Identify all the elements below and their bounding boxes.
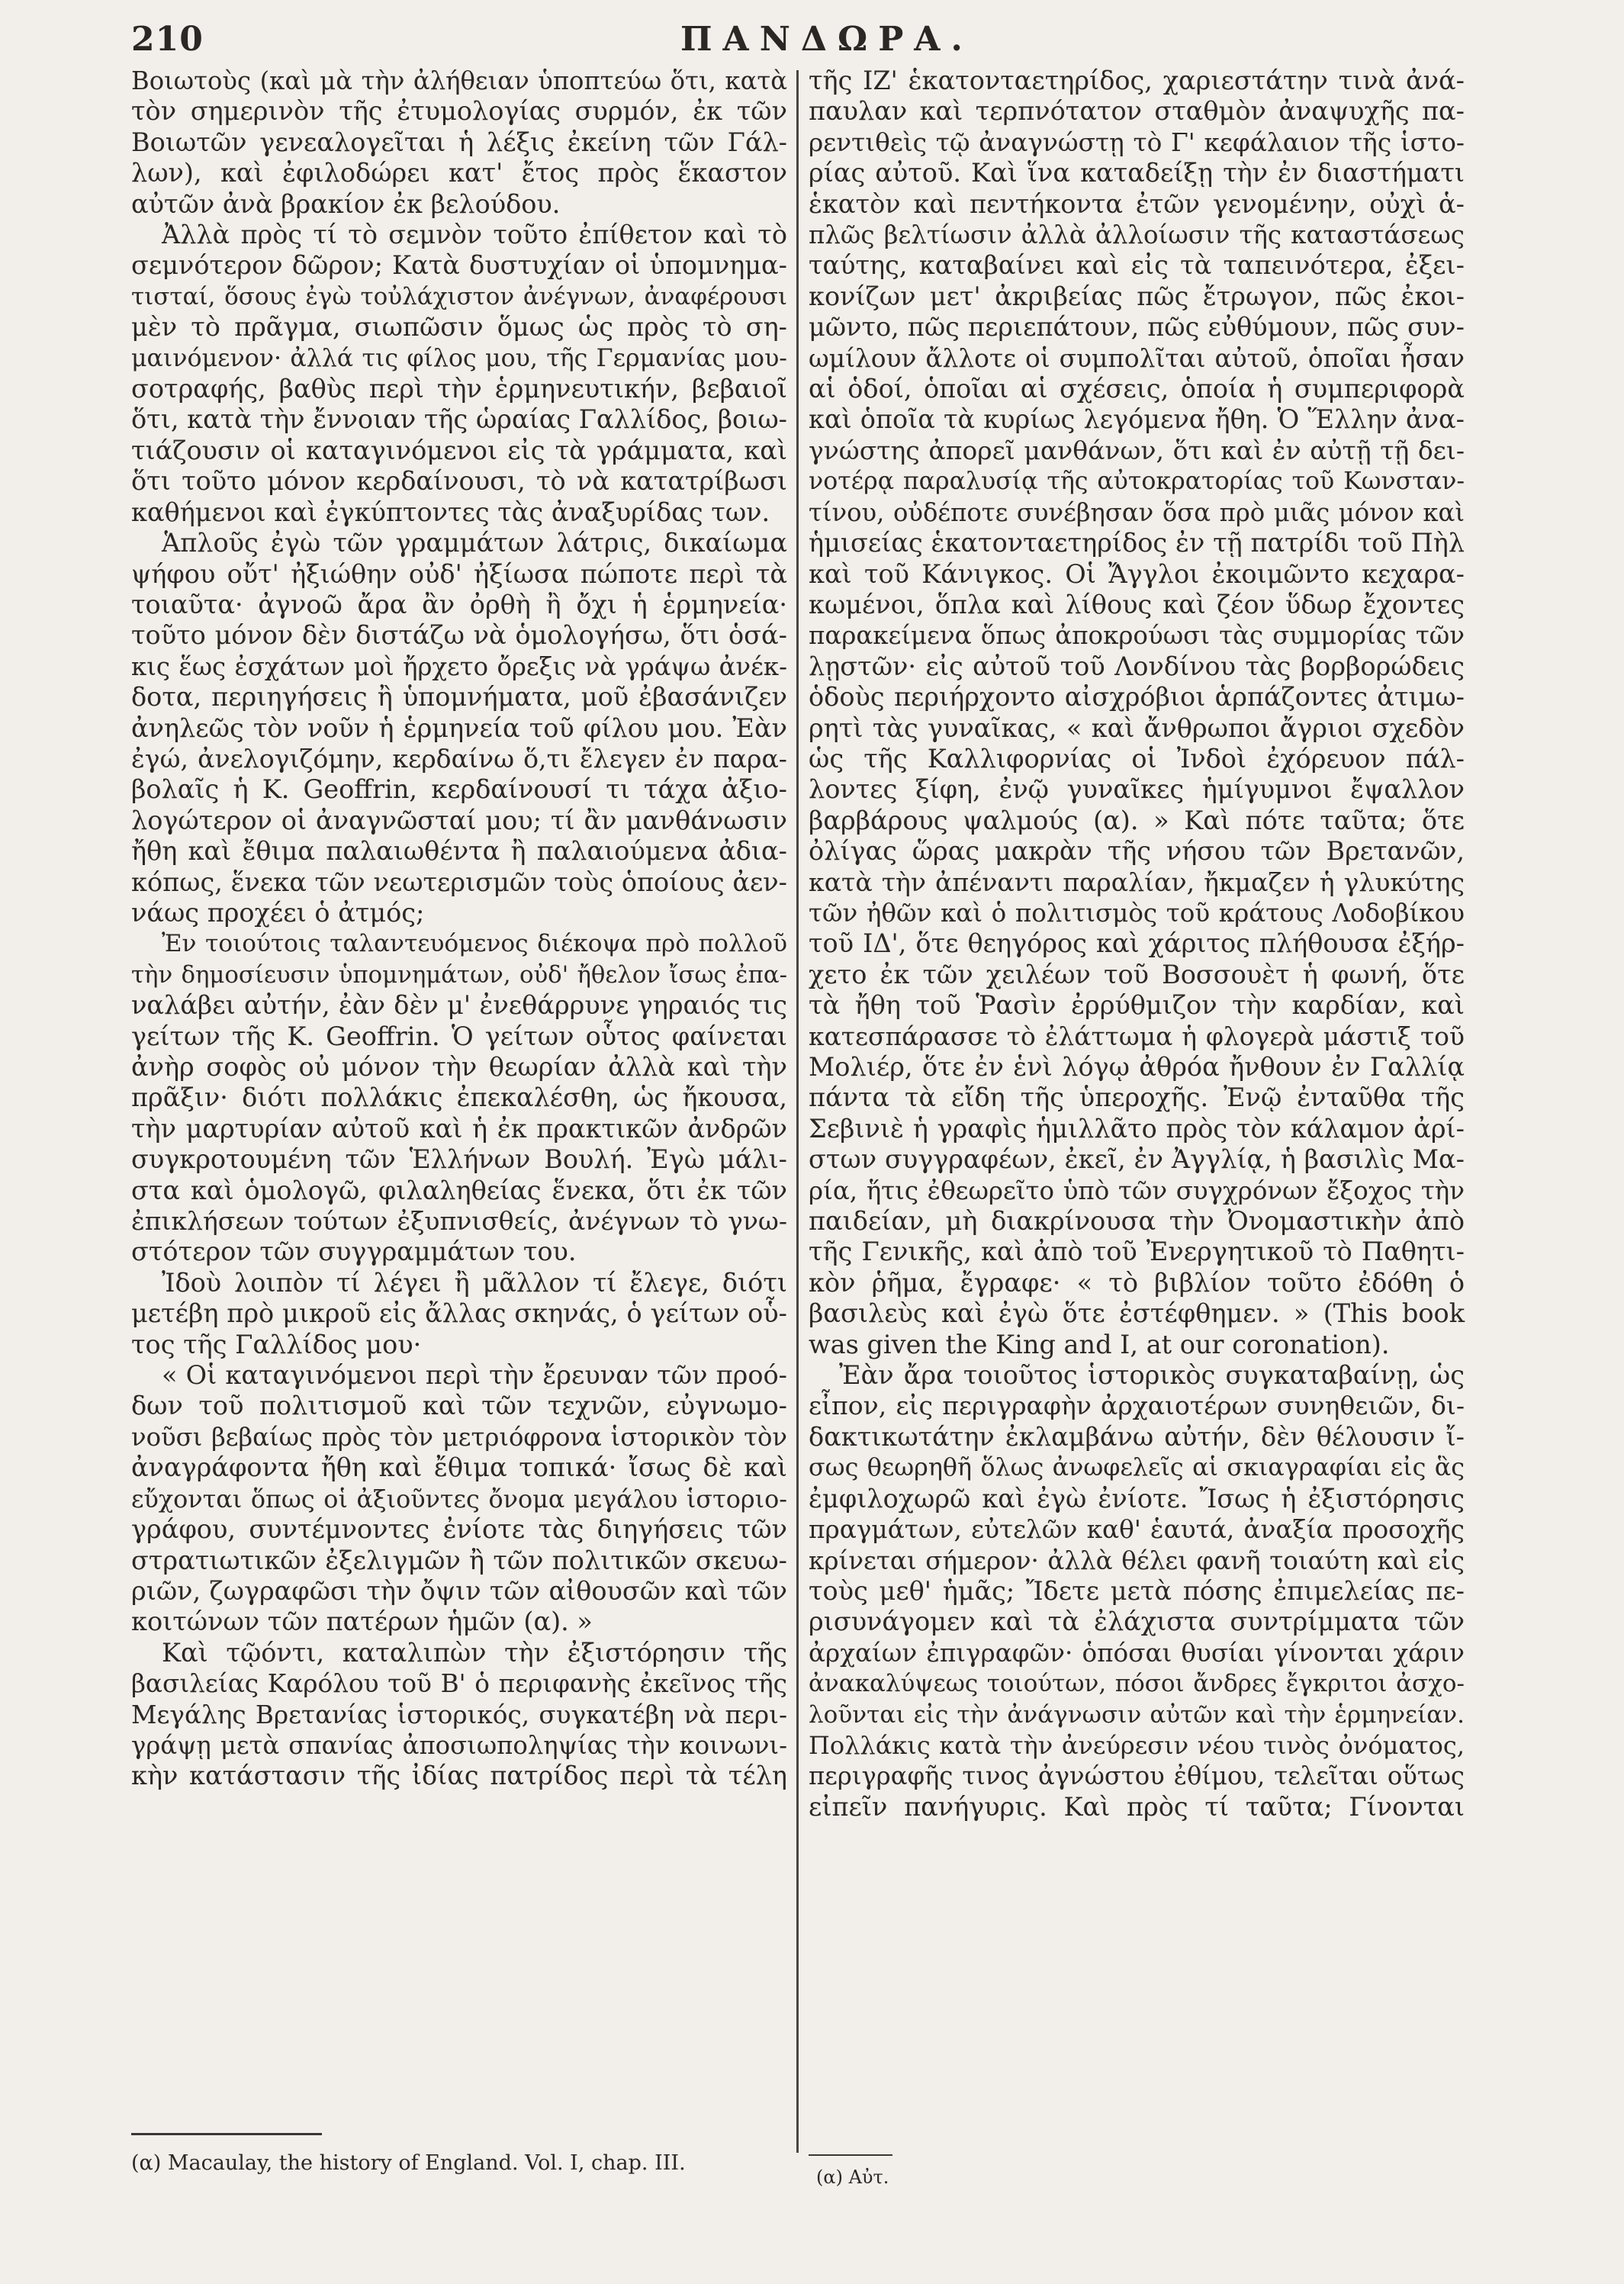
text-line: Ἐὰν ἄρα τοιοῦτος ἱστορικὸς συγκαταβαίνῃ, ὡς [839,1360,1465,1391]
text-line: δων τοῦ πολιτισμοῦ καὶ τῶν τεχνῶν, εὐγνωμο- [131,1391,787,1421]
text-line: στα καὶ ὁμολογῶ, φιλαληθείας ἕνεκα, ὅτι ἐκ τῶν [131,1175,787,1205]
text-line: τίνου, οὐδέποτε συνέβησαν ὅσα πρὸ μιᾶς μόνον καὶ [809,497,1465,527]
text-line: τοῦτο μόνον δὲν διστάζω νὰ ὁμολογήσω, ὅτι ὁσά- [131,620,787,651]
text-line: δακτικωτάτην ἐκλαμβάνω αὐτήν, δὲν θέλουσιν ἴ- [809,1421,1465,1452]
text-line: ὁδοὺς περιήρχοντο αἰσχρόβιοι ἁρπάζοντες ἀτιμω- [809,682,1465,713]
text-line: τοιαῦτα· ἀγνοῶ ἄρα ἂν ὀρθὴ ἢ ὄχι ἡ ἑρμηνεία· [131,589,787,619]
text-line: ψήφου οὔτ' ἠξιώθην οὐδ' ἠξίωσα πώποτε περὶ τὰ [131,558,787,589]
text-line: καθήμενοι καὶ ἐγκύπτοντες τὰς ἀναξυρίδας των. [131,497,770,527]
text-line: ἐγώ, ἀνελογιζόμην, κερδαίνω ὅ,τι ἔλεγεν ἐν παρα- [131,743,787,774]
text-line: αὐτῶν ἀνὰ βρακίον ἐκ βελούδου. [131,188,561,219]
text-line: νοῦσι βεβαίως πρὸς τὸν μετριόφρονα ἱστορικὸν τὸν [131,1422,787,1452]
text-line: ἐπικλήσεων τούτων ἐξυπνισθείς, ἀνέγνων τὸ γνω- [131,1206,787,1237]
footnote-rule-right [809,2154,892,2156]
page-header [131,15,1532,61]
text-line: συγκροτουμένη τῶν Ἑλλήνων Βουλή. Ἐγὼ μάλι- [131,1144,787,1175]
text-line: νάως προχέει ὁ ἀτμός; [131,897,425,928]
footnote-right: (α) Αὐτ. [816,2167,889,2188]
text-line: ἀνηλεῶς τὸν νοῦν ἡ ἑρμηνεία τοῦ φίλου μου. Ἐὰν [131,713,787,743]
text-line: τος τῆς Γαλλίδος μου· [131,1329,422,1359]
text-line: was given the King and I, at our coronation). [809,1329,1390,1359]
text-line: ἐμφιλοχωρῶ καὶ ἐγὼ ἐνίοτε. Ἴσως ἡ ἐξιστόρησις [809,1483,1465,1514]
text-line: καὶ ὁποῖα τὰ κυρίως λεγόμενα ἤθη. Ὁ Ἕλλην ἀνα- [809,404,1465,435]
text-line: βαρβάρους ψαλμούς (α). » Καὶ πότε ταῦτα; ὅτε [809,805,1465,835]
text-line: παιδείαν, μὴ διακρίνουσα τὴν Ὀνομαστικὴν ἀπὸ [809,1206,1465,1237]
text-line: τισταί, ὅσους ἐγὼ τοὐλάχιστον ἀνέγνων, ἀναφέρουσι [131,282,787,310]
text-line: εἶπον, εἰς περιγραφὴν ἀρχαιοτέρων συνηθειῶν, δι- [809,1391,1465,1421]
text-line: τιάζουσιν οἱ καταγινόμενοι εἰς τὰ γράμματα, καὶ [131,435,787,465]
text-line: « Οἱ καταγινόμενοι περὶ τὴν ἔρευναν τῶν προό- [162,1360,787,1391]
text-line: μετέβη πρὸ μικροῦ εἰς ἄλλας σκηνάς, ὁ γείτων οὗ- [131,1298,787,1329]
text-line: ρισυνάγομεν καὶ τὰ ἐλάχιστα συντρίμματα τῶν [809,1607,1465,1637]
text-line: ναλάβει αὐτήν, ἐὰν δὲν μ' ἐνεθάρρυνε γηραιός τις [131,990,787,1021]
text-line: γνώστης ἀπορεῖ μανθάνων, ὅτι καὶ ἐν αὐτῇ τῇ δει- [809,435,1465,465]
running-title: ΠΑΝΔΩΡΑ. [680,20,973,59]
text-line: ταύτης, καταβαίνει καὶ εἰς τὰ ταπεινότερα, ἐξει- [809,250,1465,281]
text-line: παυλαν καὶ τερπνότατον σταθμὸν ἀναψυχῆς πα- [809,96,1465,127]
text-line: τῶν ἠθῶν καὶ ὁ πολιτισμὸς τοῦ κράτους Λοδοβίκου [809,898,1465,928]
text-line: λοντες ξίφη, ἐνῷ γυναῖκες ἡμίγυμνοι ἔψαλλον [809,774,1465,805]
text-line: τὰ ἤθη τοῦ Ῥασὶν ἐρρύθμιζον τὴν καρδίαν, καὶ [809,990,1465,1021]
text-line: στότερον τῶν συγγραμμάτων του. [131,1237,577,1267]
text-line: κὸν ῥῆμα, ἔγραφε· « τὸ βιβλίον τοῦτο ἐδόθη ὁ [809,1267,1465,1298]
text-line: βασιλείας Καρόλου τοῦ Β' ὁ περιφανὴς ἐκεῖνος τῆς [131,1669,787,1699]
text-line: ωμίλουν ἄλλοτε οἱ συμπολῖται αὐτοῦ, ὁποῖαι ἦσαν [809,343,1465,373]
text-line: ἡμισείας ἑκατονταετηρίδος ἐν τῇ πατρίδι τοῦ Πὴλ [809,528,1465,558]
text-line: ριῶν, ζωγραφῶσι τὴν ὄψιν τῶν αἰθουσῶν καὶ τῶν [131,1575,787,1606]
text-line: κις ἕως ἐσχάτων μοὶ ἤρχετο ὄρεξις νὰ γράψω ἀνέκ- [131,651,787,681]
text-line: πρᾶξιν· διότι πολλάκις ἐπεκαλέσθη, ὡς ἤκουσα, [131,1082,787,1113]
footnote-rule-left [131,2133,322,2135]
text-line: κονίζων μετ' ἀκριβείας πῶς ἔτρωγον, πῶς ἐκοι- [809,281,1465,311]
column-divider [796,70,799,2153]
text-line: μῶντο, πῶς περιεπάτουν, πῶς εὐθύμουν, πῶς συν- [809,312,1465,343]
text-line: μὲν τὸ πρᾶγμα, σιωπῶσιν ὅμως ὡς πρὸς τὸ ση- [131,312,787,343]
text-line: ρητὶ τὰς γυναῖκας, « καὶ ἄνθρωποι ἄγριοι σχεδὸν [809,713,1465,743]
text-line: Βοιωτοὺς (καὶ μὰ τὴν ἀλήθειαν ὑποπτεύω ὅτι, κατὰ [131,66,787,95]
text-line: τῆς Γενικῆς, καὶ ἀπὸ τοῦ Ἐνεργητικοῦ τὸ Παθητι- [809,1237,1465,1267]
text-line: κὴν κατάστασιν τῆς ἰδίας πατρίδος περὶ τὰ τέλη [131,1761,787,1791]
text-line: λῃστῶν· εἰς αὐτοῦ τοῦ Λονδίνου τὰς βορβορώδεις [809,651,1465,681]
text-line: καὶ τοῦ Κάνιγκος. Οἱ Ἄγγλοι ἐκοιμῶντο κεχαρα- [809,558,1465,589]
text-line: λοῦνται εἰς τὴν ἀνάγνωσιν αὐτῶν καὶ τὴν ἑρμηνείαν. [809,1700,1465,1729]
text-line: λογώτερον οἱ ἀναγνῶσταί μου; τί ἂν μανθάνωσιν [131,805,787,835]
text-line: ὀλίγας ὥρας μακρὰν τῆς νήσου τῶν Βρετανῶν, [809,836,1465,867]
text-line: πραγμάτων, εὐτελῶν καθ' ἑαυτά, ἀναξία προσοχῆς [809,1515,1465,1545]
text-line: πάντα τὰ εἴδη τῆς ὑπεροχῆς. Ἐνῷ ἐνταῦθα τῆς [809,1082,1465,1113]
text-line: ἀναγράφοντα ἤθη καὶ ἔθιμα τοπικά· ἴσως δὲ καὶ [131,1452,787,1483]
text-line: στρατιωτικῶν ἐξελιγμῶν ἢ τῶν πολιτικῶν σκευω- [131,1545,787,1575]
text-line: αἱ ὁδοί, ὁποῖαι αἱ σχέσεις, ὁποία ἡ συμπεριφορὰ [809,374,1465,404]
text-line: εὔχονται ὅπως οἱ ἀξιοῦντες ὄνομα μεγάλου ἱστοριο- [131,1484,787,1514]
text-line: ἤθη καὶ ἔθιμα παλαιωθέντα ἢ παλαιούμενα ἀδια- [131,836,787,867]
text-line: τῆς ΙΖ' ἑκατονταετηρίδος, χαριεστάτην τινὰ ἀνά- [809,66,1465,95]
text-line: Πολλάκις κατὰ τὴν ἀνεύρεσιν νέου τινὸς ὀνόματος, [809,1730,1465,1760]
text-line: ὡς τῆς Καλλιφορνίας οἱ Ἰνδοὶ ἐχόρευον πάλ- [809,743,1465,774]
text-line: Ἁπλοῦς ἐγὼ τῶν γραμμάτων λάτρις, δικαίωμα [162,528,787,558]
text-line: ἀνακαλύψεως τοιούτων, πόσοι ἄνδρες ἔγκριτοι ἀσχο- [809,1670,1465,1698]
text-line: περιγραφῆς τινος ἀγνώστου ἐθίμου, τελεῖται οὕτως [809,1761,1465,1791]
text-line: λων), καὶ ἐφιλοδώρει κατ' ἔτος πρὸς ἕκαστον [131,158,787,188]
text-line: ἀνὴρ σοφὸς οὐ μόνον τὴν θεωρίαν ἀλλὰ καὶ τὴν [131,1052,787,1082]
text-line: πλῶς βελτίωσιν ἀλλὰ ἀλλοίωσιν τῆς καταστάσεως [809,220,1465,250]
text-line: ρία, ἥτις ἐθεωρεῖτο ὑπὸ τῶν συγχρόνων ἔξοχος τὴν [809,1176,1465,1205]
text-line: Μολιέρ, ὅτε ἐν ἑνὶ λόγῳ ἀθρόα ἤνθουν ἐν Γαλλίᾳ [809,1052,1465,1082]
text-line: τὴν μαρτυρίαν αὐτοῦ καὶ ἡ ἐκ πρακτικῶν ἀνδρῶν [131,1113,787,1144]
text-line: ἑκατὸν καὶ πεντήκοντα ἐτῶν γενομένην, οὐχὶ ἁ- [809,188,1465,219]
text-line: βασιλεὺς καὶ ἐγὼ ὅτε ἐστέφθημεν. » (This book [809,1298,1465,1329]
text-line: κατεσπάρασσε τὸ ἐλάττωμα ἡ φλογερὰ μάστιξ τοῦ [809,1021,1465,1051]
text-line: στων συγγραφέων, ἐκεῖ, ἐν Ἀγγλίᾳ, ἡ βασιλὶς Μα- [809,1144,1465,1175]
text-line: γράψῃ μετὰ σπανίας ἀποσιωποληψίας τὴν κοινωνι- [131,1730,787,1760]
text-line: βολαῖς ἡ K. Geoffrin, κερδαίνουσί τι τάχα ἀξιο- [131,774,787,805]
text-line: κοιτώνων τῶν πατέρων ἡμῶν (α). » [131,1607,593,1637]
text-line: νοτέρᾳ παραλυσίᾳ τῆς αὐτοκρατορίας τοῦ Κωνσταν- [809,468,1465,496]
text-line: ἀρχαίων ἐπιγραφῶν· ὁπόσαι θυσίαι γίνονται χάριν [809,1638,1465,1668]
text-line: μαινόμενον· ἀλλά τις φίλος μου, τῆς Γερμανίας μου- [131,344,787,372]
text-line: γείτων τῆς K. Geoffrin. Ὁ γείτων οὗτος φαίνεται [131,1021,787,1051]
page-number: 210 [131,20,204,59]
left-text-column [131,66,787,2125]
text-line: κόπως, ἕνεκα τῶν νεωτερισμῶν τοὺς ὁποίους ἀεν- [131,867,787,897]
text-line: ρεντιθεὶς τῷ ἀναγνώστῃ τὸ Γ' κεφάλαιον τῆς ἱστο- [809,127,1465,157]
text-line: τὸν σημερινὸν τῆς ἐτυμολογίας συρμόν, ἐκ τῶν [131,96,787,127]
text-line: κωμένοι, ὅπλα καὶ λίθους καὶ ζέον ὕδωρ ἔχοντες [809,589,1465,619]
text-line: παρακείμενα ὅπως ἀποκρούωσι τὰς συμμορίας τῶν [809,621,1465,651]
text-line: σεμνότερον δῶρον; Κατὰ δυστυχίαν οἱ ὑπομνημα- [131,250,787,281]
text-line: Καὶ τῷόντι, καταλιπὼν τὴν ἐξιστόρησιν τῆς [162,1637,787,1668]
text-line: τὴν δημοσίευσιν ὑπομνημάτων, οὐδ' ἤθελον ἴσως ἐπα- [131,960,787,989]
text-line: γράφου, συντέμνοντες ἐνίοτε τὰς διηγήσεις τῶν [131,1514,787,1545]
text-line: κατὰ τὴν ἀπέναντι παραλίαν, ἤκμαζεν ἡ γλυκύτης [809,867,1465,897]
right-text-column [809,66,1465,2125]
text-line: δοτα, περιηγήσεις ἢ ὑπομνήματα, μοῦ ἐβασάνιζεν [131,682,787,713]
text-line: ὅτι, κατὰ τὴν ἔννοιαν τῆς ὡραίας Γαλλίδος, βοιω- [131,404,787,435]
text-line: τοὺς μεθ' ἡμᾶς; Ἴδετε μετὰ πόσης ἐπιμελείας πε- [809,1575,1465,1606]
text-line: Ἀλλὰ πρὸς τί τὸ σεμνὸν τοῦτο ἐπίθετον καὶ τὸ [162,220,787,250]
text-line: Σεβινιὲ ἡ γραφὶς ἡμιλλᾶτο πρὸς τὸν κάλαμον ἀρί- [809,1113,1465,1144]
text-line: ὅτι τοῦτο μόνον κερδαίνουσι, τὸ νὰ κατατρίβωσι [131,466,787,497]
text-line: Μεγάλης Βρετανίας ἱστορικός, συγκατέβη νὰ περι- [131,1700,787,1729]
text-line: τοῦ ΙΔ', ὅτε θεηγόρος καὶ χάριτος πλήθουσα ἐξήρ- [809,928,1465,959]
footnote-left: (α) Macaulay, the history of England. Vol. I, chap. III. [131,2151,686,2175]
text-line: Βοιωτῶν γενεαλογεῖται ἡ λέξις ἐκείνη τῶν Γάλ- [131,127,787,157]
text-line: ρίας αὐτοῦ. Καὶ ἵνα καταδείξῃ τὴν ἐν διαστήματι [809,158,1465,188]
text-line: εἰπεῖν πανήγυρις. Καὶ πρὸς τί ταῦτα; Γίνονται [809,1791,1465,1822]
text-line: κρίνεται σήμερον· ἀλλὰ θέλει φανῆ τοιαύτη καὶ εἰς [809,1546,1465,1575]
text-line: χετο ἐκ τῶν χειλέων τοῦ Βοσσουὲτ ἡ φωνή, ὅτε [809,959,1465,989]
text-line: σως θεωρηθῆ ὅλως ἀνωφελεῖς αἱ σκιαγραφίαι εἰς ἃς [809,1454,1465,1482]
text-line: Ἐν τοιούτοις ταλαντευόμενος διέκοψα πρὸ πολλοῦ [162,930,787,958]
text-line: Ἰδοὺ λοιπὸν τί λέγει ἢ μᾶλλον τί ἔλεγε, διότι [162,1267,787,1298]
text-line: σοτραφής, βαθὺς περὶ τὴν ἑρμηνευτικήν, βεβαιοῖ [131,374,787,404]
